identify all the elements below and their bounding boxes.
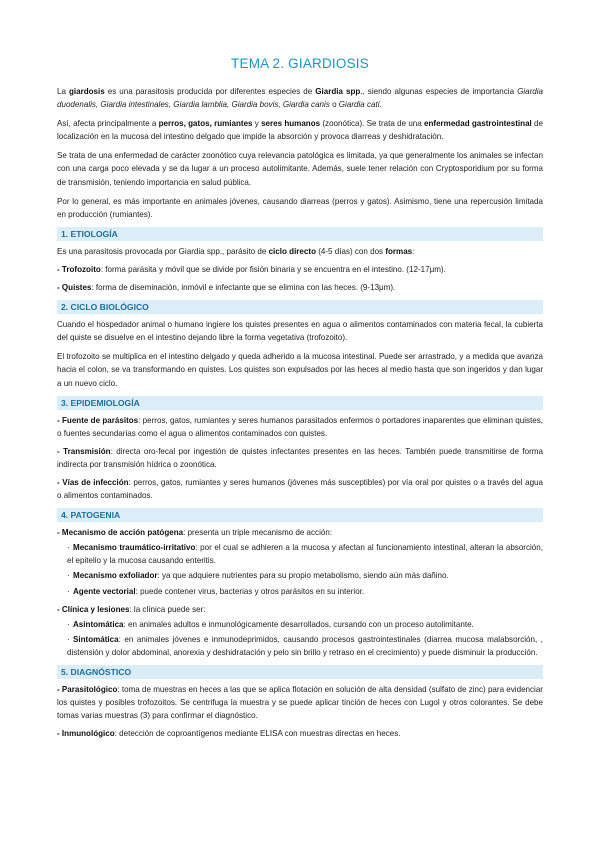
- list-item: [57, 476, 543, 502]
- text: : por el cual se adhieren a la mucosa y afectan al funcionamiento intestinal, alteran la absorción, el epitelio y la mucosa causando enteritis.: [67, 543, 543, 566]
- term: Sintomática: [73, 634, 119, 644]
- list-item: [57, 727, 543, 740]
- section-heading-patogenia: 4. PATOGENIA: [57, 508, 543, 522]
- text: : la clínica puede ser:: [129, 604, 206, 614]
- text: : en animales jóvenes e inmunodeprimidos, causando procesos gastrointestinales (diarrea mucosa malabsorción, , distensión y dolor abdominal, anorexia y deshidratación y pelo sin brillo y retraso en el crecimiento) y puede disminuir la producción.: [67, 634, 543, 657]
- term: - Fuente de parásitos: [57, 415, 139, 425]
- list-item: [57, 414, 543, 440]
- term: Mecanismo exfoliador: [73, 571, 158, 581]
- list-item: [57, 263, 543, 276]
- term: - Inmunológico: [57, 729, 115, 739]
- term: - Clínica y lesiones: [57, 604, 130, 614]
- list-item: [57, 683, 543, 722]
- text: es una parasitosis producida por diferentes especies de: [104, 87, 316, 96]
- term: - Parasitológico: [57, 685, 118, 694]
- text: La: [57, 87, 69, 96]
- list-item: [57, 526, 543, 539]
- text: : forma parásita y móvil que se divide por fisión binaria y se encuentra en el intestino. (12-17μm).: [100, 264, 446, 274]
- etiologia-paragraph: [57, 245, 543, 258]
- term: perros, gatos, rumiantes: [158, 119, 253, 129]
- term: giardosis: [68, 87, 105, 96]
- text: (4-5 días) con dos: [315, 246, 386, 256]
- term: Giardia spp: [315, 87, 361, 96]
- term: - Mecanismo de acción patógena: [57, 528, 184, 538]
- term: - Trofozoito: [57, 264, 101, 274]
- text: Así, afecta principalmente a: [57, 119, 159, 129]
- term: Mecanismo traumático-irritativo: [73, 543, 196, 553]
- text: : toma de muestras en heces a las que se aplica flotación en solución de alta densidad (sulfato de zinc) para evidenciar los quistes y posibles trofozoitos. Se centrifuga la muestra y se puede aplicar tinción de heces con Lugol y otros colorantes. Se debe tomas varias muestras (3) para confirmar el diagnóstico.: [57, 685, 543, 721]
- sub-list-item: · Mecanismo traumático-irritativo: por el cual se adhieren a la mucosa y afectan al funcionamiento intestinal, alteran la absorción, el epitelio y la mucosa causando enteritis.: [67, 543, 543, 566]
- species: Giardia cati: [338, 100, 380, 110]
- text: : forma de diseminación, inmóvil e infectante que se elimina con las heces. (9-13μm).: [91, 283, 396, 293]
- text: .: [379, 100, 382, 110]
- term: - Vías de infección: [57, 477, 129, 487]
- intro-paragraph-1: [57, 85, 543, 111]
- intro-paragraph-4: Por lo general, es más importante en animales jóvenes, causando diarreas (perros y gatos). Asimismo, tiene una repercusión limitada en producción (rumiantes).: [57, 196, 543, 219]
- section-heading-etiologia: 1. ETIOLOGÍA: [57, 227, 543, 241]
- text: ., siendo algunas especies de importancia: [360, 87, 518, 96]
- term: ciclo directo: [268, 246, 316, 256]
- term: formas: [385, 246, 413, 256]
- list-item: [57, 281, 543, 294]
- text: y: [252, 119, 262, 129]
- sub-list-item: · Asintomática: en animales adultos e inmunológicamente desarrollados, cursando con un proceso autolimitante.: [67, 619, 474, 629]
- term: enfermedad gastrointestinal: [424, 119, 532, 129]
- page-title: TEMA 2. GIARDIOSIS: [231, 56, 369, 71]
- section-heading-ciclo: 2. CICLO BIOLÓGICO: [57, 300, 543, 314]
- list-item: [57, 603, 543, 616]
- ciclo-paragraph-1: Cuando el hospedador animal o humano ingiere los quistes presentes en agua o alimentos contaminados con materia fecal, la cubierta del quiste se disuelve en el intestino dejando libre la forma vegetativa (trofozoito).: [57, 320, 543, 343]
- text: : directa oro-fecal por ingestión de quistes infectantes presentes en las heces. También puede transmitirse de forma indirecta por transmisión hídrica o zoonótica.: [57, 446, 543, 469]
- text: : en animales adultos e inmunológicamente desarrollados, cursando con un proceso autolimitante.: [123, 619, 474, 629]
- intro-paragraph-2: [57, 117, 543, 143]
- text: : detección de coproantígenos mediante ELISA con muestras directas en heces.: [114, 729, 401, 739]
- term: - Transmisión: [57, 446, 111, 456]
- text: : perros, gatos, rumiantes y seres humanos parasitados enfermos o portadores inaparentes que eliminan quistes, o fuentes secundarias como el agua o alimentos contaminados con quistes.: [57, 415, 543, 438]
- text: Es una parasitosis provocada por Giardia spp., parásito de: [57, 246, 269, 256]
- text: o: [329, 100, 339, 110]
- term: - Quistes: [57, 283, 92, 293]
- intro-paragraph-3: Se trata de una enfermedad de carácter zoonótico cuya relevancia patológica es limitada, ya que generalmente los animales se infectan con una carga poco elevada y se da lugar a un proceso autolimitante. Además, suele tener relación con Cryptosporidium por su forma de transmisión, teniendo importancia en salud pública.: [57, 151, 543, 187]
- species-list: Giardia duodenalis, Giardia intestinales, Giardia lamblia, Giardia bovis, Giardia canis: [57, 87, 544, 110]
- text: : presenta un triple mecanismo de acción:: [183, 528, 333, 538]
- text: : ya que adquiere nutrientes para su propio metabolismo, siendo aún más dañino.: [157, 571, 449, 581]
- sub-list-item: · Mecanismo exfoliador: ya que adquiere nutrientes para su propio metabolismo, siendo aún más dañino.: [67, 571, 449, 581]
- ciclo-paragraph-2: El trofozoito se multiplica en el intestino delgado y queda adherido a la mucosa intestinal. Puede ser arrastrado, y a medida que avanza hacia el colon, se va transformando en quistes. Los quistes son expulsados por las heces al medio hasta que son ingeridos y dan lugar a un nuevo ciclo.: [57, 352, 543, 388]
- term: Agente vectorial: [73, 586, 136, 596]
- text: (zoonótica). Se trata de una: [320, 119, 424, 129]
- term: seres humanos: [261, 119, 321, 129]
- text: : puede contener virus, bacterias y otros parásitos en su interior.: [135, 586, 365, 596]
- section-heading-epidemiologia: 3. EPIDEMIOLOGÍA: [57, 396, 543, 410]
- text: : perros, gatos, rumiantes y seres humanos (jóvenes más susceptibles) por vía oral por quistes o a través del agua o alimentos contaminados.: [57, 477, 543, 501]
- sub-list-item: · Sintomática: en animales jóvenes e inmunodeprimidos, causando procesos gastrointestinales (diarrea mucosa malabsorción, , distensión y dolor abdominal, anorexia y deshidratación y pelo sin brillo y retraso en el crecimiento) y puede disminuir la producción.: [67, 634, 543, 657]
- text: :: [412, 246, 415, 256]
- section-heading-diagnostico: 5. DIAGNÓSTICO: [57, 665, 543, 679]
- text: de localización en la mucosa del intestino delgado que impide la absorción y provoca diarreas y deshidratación.: [57, 119, 543, 142]
- list-item: [57, 445, 543, 471]
- sub-list-item: · Agente vectorial: puede contener virus, bacterias y otros parásitos en su interior.: [67, 586, 365, 596]
- term: Asintomática: [73, 619, 124, 629]
